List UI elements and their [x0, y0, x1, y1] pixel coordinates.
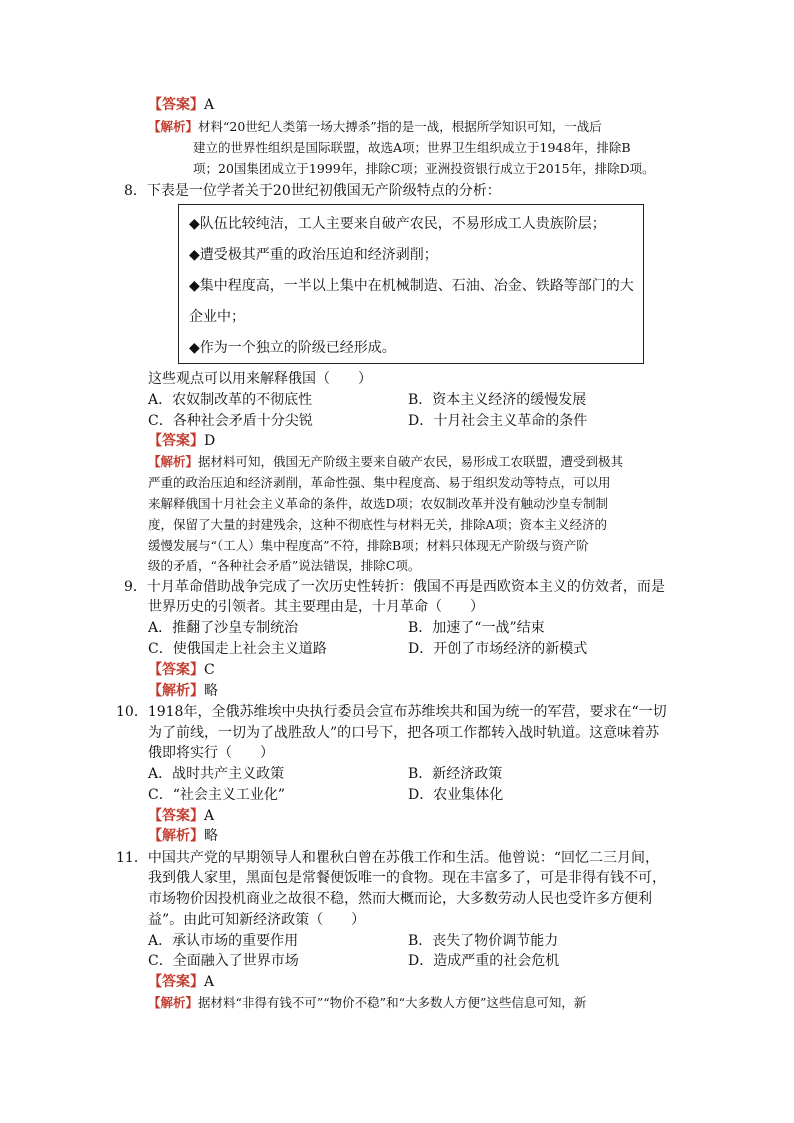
q11-option-b: B．丧失了物价调节能力 [408, 933, 559, 949]
q11-answer-line [148, 972, 214, 992]
q9-analysis-line: 【解析】略 [148, 683, 218, 699]
q9-option-a: A．推翻了沙皇专制统治 [148, 620, 299, 636]
q11-stem-line-4: 益”。由此可知新经济政策（ ） [148, 912, 366, 928]
question-number: 8． [124, 183, 147, 199]
q7-analysis-line-2: 建立的世界性组织是国际联盟，故选A项；世界卫生组织成立于1948年，排除B [193, 140, 631, 155]
answer-tag: 【答案】 [148, 974, 204, 990]
answer-tag: 【答案】 [148, 808, 204, 824]
q8-analysis-line-1: 【解析】据材料可知，俄国无产阶级主要来自破产农民，易形成工农联盟，遭受到极其 [148, 454, 624, 469]
q7-analysis-line-3: 项；20国集团成立于1999年，排除C项；亚洲投资银行成立于2015年，排除D项。 [193, 161, 655, 176]
question-number: 9． [124, 579, 147, 595]
analysis-tag: 【解析】 [148, 683, 204, 699]
q11-answer: A [204, 974, 215, 990]
q10-option-b: B．新经济政策 [408, 766, 503, 782]
q10-answer-line [148, 806, 214, 826]
box-line-4: 企业中； [189, 309, 245, 325]
q10-stem-line-1: 10．1918年，全俄苏维埃中央执行委员会宣布苏维埃共和国为统一的军营，要求在“一切 [116, 704, 667, 720]
q9-answer-line [148, 660, 215, 680]
q8-option-a: A．农奴制改革的不彻底性 [148, 392, 313, 408]
q11-stem-line-2: 我到俄人家里，黑面包是常餐便饭唯一的食物。现在丰富多了，可是非得有钱不可， [148, 870, 666, 886]
analysis-tag: 【解析】 [148, 828, 204, 844]
q8-analysis-line-5: 缓慢发展与“（工人）集中程度高”不符，排除B项；材料只体现无产阶级与资产阶 [148, 538, 589, 553]
q11-option-d: D．造成严重的社会危机 [408, 953, 560, 969]
q11-stem-line-1: 11．中国共产党的早期领导人和瞿秋白曾在苏俄工作和生活。他曾说：“回忆二三月间， [116, 850, 659, 866]
q8-analysis-line-2: 严重的政治压迫和经济剥削，革命性强、集中程度高、易于组织发动等特点，可以用 [148, 475, 611, 490]
q7-analysis-line-1: 【解析】材料“20世纪人类第一场大搏杀”指的是一战，根据所学知识可知，一战后 [148, 119, 602, 134]
q10-analysis-line: 【解析】略 [148, 828, 218, 844]
q8-analysis-line-3: 来解释俄国十月社会主义革命的条件，故选D项；农奴制改革并没有触动沙皇专制制 [148, 496, 609, 511]
question-number: 11． [116, 850, 148, 866]
q9-option-b: B．加速了“一战”结束 [408, 620, 545, 636]
q9-option-d: D．开创了市场经济的新模式 [408, 641, 588, 657]
box-line-3: ◆集中程度高，一半以上集中在机械制造、石油、冶金、铁路等部门的大 [189, 278, 634, 294]
q9-stem-line-2: 世界历史的引领者。其主要理由是，十月革命（ ） [148, 599, 484, 615]
q10-answer: A [204, 808, 215, 824]
q8-analysis-line-6: 级的矛盾，“各种社会矛盾”说法错误，排除C项。 [148, 558, 421, 573]
q9-stem-line-1: 9．十月革命借助战争完成了一次历史性转折：俄国不再是西欧资本主义的仿效者，而是 [124, 579, 665, 595]
q8-answer-line [148, 431, 215, 451]
q8-question: 这些观点可以用来解释俄国（ ） [148, 371, 372, 387]
analysis-tag: 【解析】 [148, 454, 199, 469]
q11-option-c: C．全面融入了世界市场 [148, 953, 299, 969]
q10-stem-line-3: 俄即将实行（ ） [148, 745, 274, 761]
q8-stem: 8．下表是一位学者关于20世纪初俄国无产阶级特点的分析： [124, 183, 501, 199]
q9-option-c: C．使俄国走上社会主义道路 [148, 641, 327, 657]
q8-option-d: D．十月社会主义革命的条件 [408, 413, 588, 429]
question-number: 10． [116, 704, 148, 720]
q10-option-a: A．战时共产主义政策 [148, 766, 285, 782]
q8-material-box [178, 204, 644, 364]
q9-answer: C [204, 662, 215, 678]
answer-tag: 【答案】 [148, 433, 204, 449]
answer-tag: 【答案】 [148, 97, 204, 113]
box-line-1: ◆队伍比较纯洁，工人主要来自破产农民，不易形成工人贵族阶层； [189, 216, 606, 232]
q11-analysis-line-1: 【解析】据材料“非得有钱不可”“物价不稳”和“大多数人方便”这些信息可知，新 [148, 995, 587, 1010]
box-line-5: ◆作为一个独立的阶级已经形成。 [189, 340, 396, 356]
q10-option-d: D．农业集体化 [408, 787, 504, 803]
q11-option-a: A．承认市场的重要作用 [148, 933, 299, 949]
analysis-tag: 【解析】 [148, 119, 199, 134]
q8-answer: D [204, 433, 216, 449]
q8-analysis-line-4: 度，保留了大量的封建残余，这种不彻底性与材料无关，排除A项；资本主义经济的 [148, 517, 608, 532]
analysis-tag: 【解析】 [148, 995, 199, 1010]
answer-tag: 【答案】 [148, 662, 204, 678]
q10-stem-line-2: 为了前线，一切为了战胜敌人”的口号下，把各项工作都转入战时轨道。这意味着苏 [148, 725, 660, 741]
q11-stem-line-3: 市场物价因投机商业之故很不稳，然而大概而论，大多数劳动人民也受许多方便利 [148, 891, 652, 907]
q10-option-c: C．“社会主义工业化” [148, 787, 286, 803]
box-line-2: ◆遭受极其严重的政治压迫和经济剥削； [189, 247, 438, 263]
q8-option-c: C．各种社会矛盾十分尖锐 [148, 413, 313, 429]
q7-answer-line [148, 95, 214, 115]
q7-answer: A [204, 97, 215, 113]
q8-option-b: B．资本主义经济的缓慢发展 [408, 392, 587, 408]
